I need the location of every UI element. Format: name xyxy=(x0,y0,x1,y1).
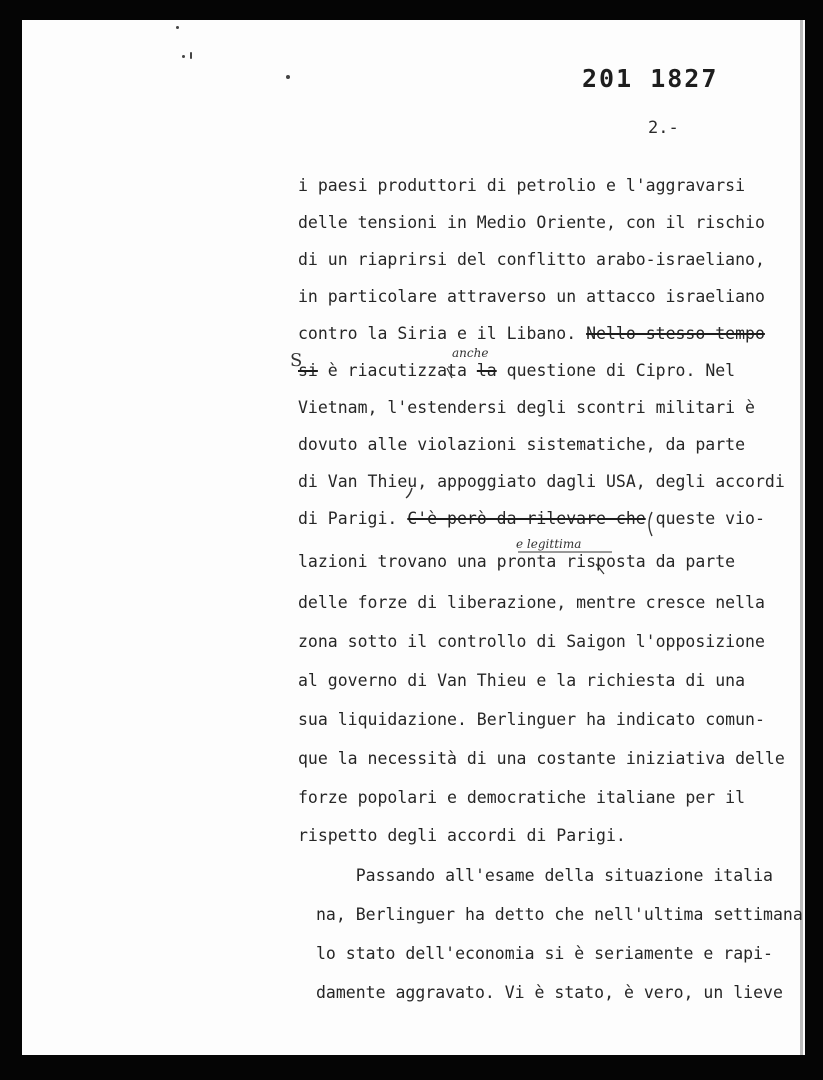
scan-speck xyxy=(190,52,192,59)
text-line: forze popolari e democratiche italiane per il xyxy=(298,788,746,807)
scan-page-edge xyxy=(800,20,803,1055)
text-line: lazioni trovano una pronta risposta da parte xyxy=(298,552,736,571)
struck-text: C'è però da rilevare che xyxy=(407,509,646,528)
struck-text: Nello stesso tempo xyxy=(586,324,765,343)
document-reference-number: 201 1827 xyxy=(582,64,719,93)
text-line: na, Berlinguer ha detto che nell'ultima settimana xyxy=(316,905,803,924)
text-line: dovuto alle violazioni sistematiche, da parte xyxy=(298,435,746,454)
text-line: Passando all'esame della situazione italia xyxy=(316,866,773,885)
text-line: di un riaprirsi del conflitto arabo-israeliano, xyxy=(298,250,765,269)
scan-speck xyxy=(286,75,290,79)
text-line: sua liquidazione. Berlinguer ha indicato comun- xyxy=(298,710,765,729)
handwritten-annotation-s: S xyxy=(290,350,303,371)
text-line: lo stato dell'economia si è seriamente e rapi- xyxy=(316,944,773,963)
text-segment: di Parigi. xyxy=(298,509,408,528)
text-line: damente aggravato. Vi è stato, è vero, un lieve xyxy=(316,983,783,1002)
text-line: delle tensioni in Medio Oriente, con il rischio xyxy=(298,213,765,232)
text-line: zona sotto il controllo di Saigon l'opposizione xyxy=(298,632,765,651)
scan-speck xyxy=(182,55,185,58)
text-line xyxy=(298,324,765,343)
text-line: Vietnam, l'estendersi degli scontri militari è xyxy=(298,398,755,417)
text-segment: contro la Siria e il Libano. xyxy=(298,324,577,343)
text-line: delle forze di liberazione, mentre cresce nella xyxy=(298,593,765,612)
text-line: al governo di Van Thieu e la richiesta di una xyxy=(298,671,746,690)
page-number: 2.- xyxy=(648,118,679,138)
text-segment: questione di Cipro. Nel xyxy=(496,361,736,380)
struck-text: la xyxy=(476,361,497,380)
text-line xyxy=(298,509,765,528)
struck-text: si xyxy=(298,361,318,380)
text-line: di Van Thieu, appoggiato dagli USA, degli accordi xyxy=(298,472,785,491)
scan-speck xyxy=(176,26,179,29)
text-segment: è riacutizzata xyxy=(317,361,477,380)
text-segment: queste vio- xyxy=(645,509,765,528)
text-line: rispetto degli accordi di Parigi. xyxy=(298,826,626,845)
text-line: que la necessità di una costante iniziativa delle xyxy=(298,749,785,768)
handwritten-annotation-legittima: e legittima xyxy=(516,537,582,551)
text-line: in particolare attraverso un attacco israeliano xyxy=(298,287,765,306)
handwritten-annotation-anche: anche xyxy=(452,346,489,360)
text-line xyxy=(298,361,735,380)
text-line: i paesi produttori di petrolio e l'aggravarsi xyxy=(298,176,746,195)
